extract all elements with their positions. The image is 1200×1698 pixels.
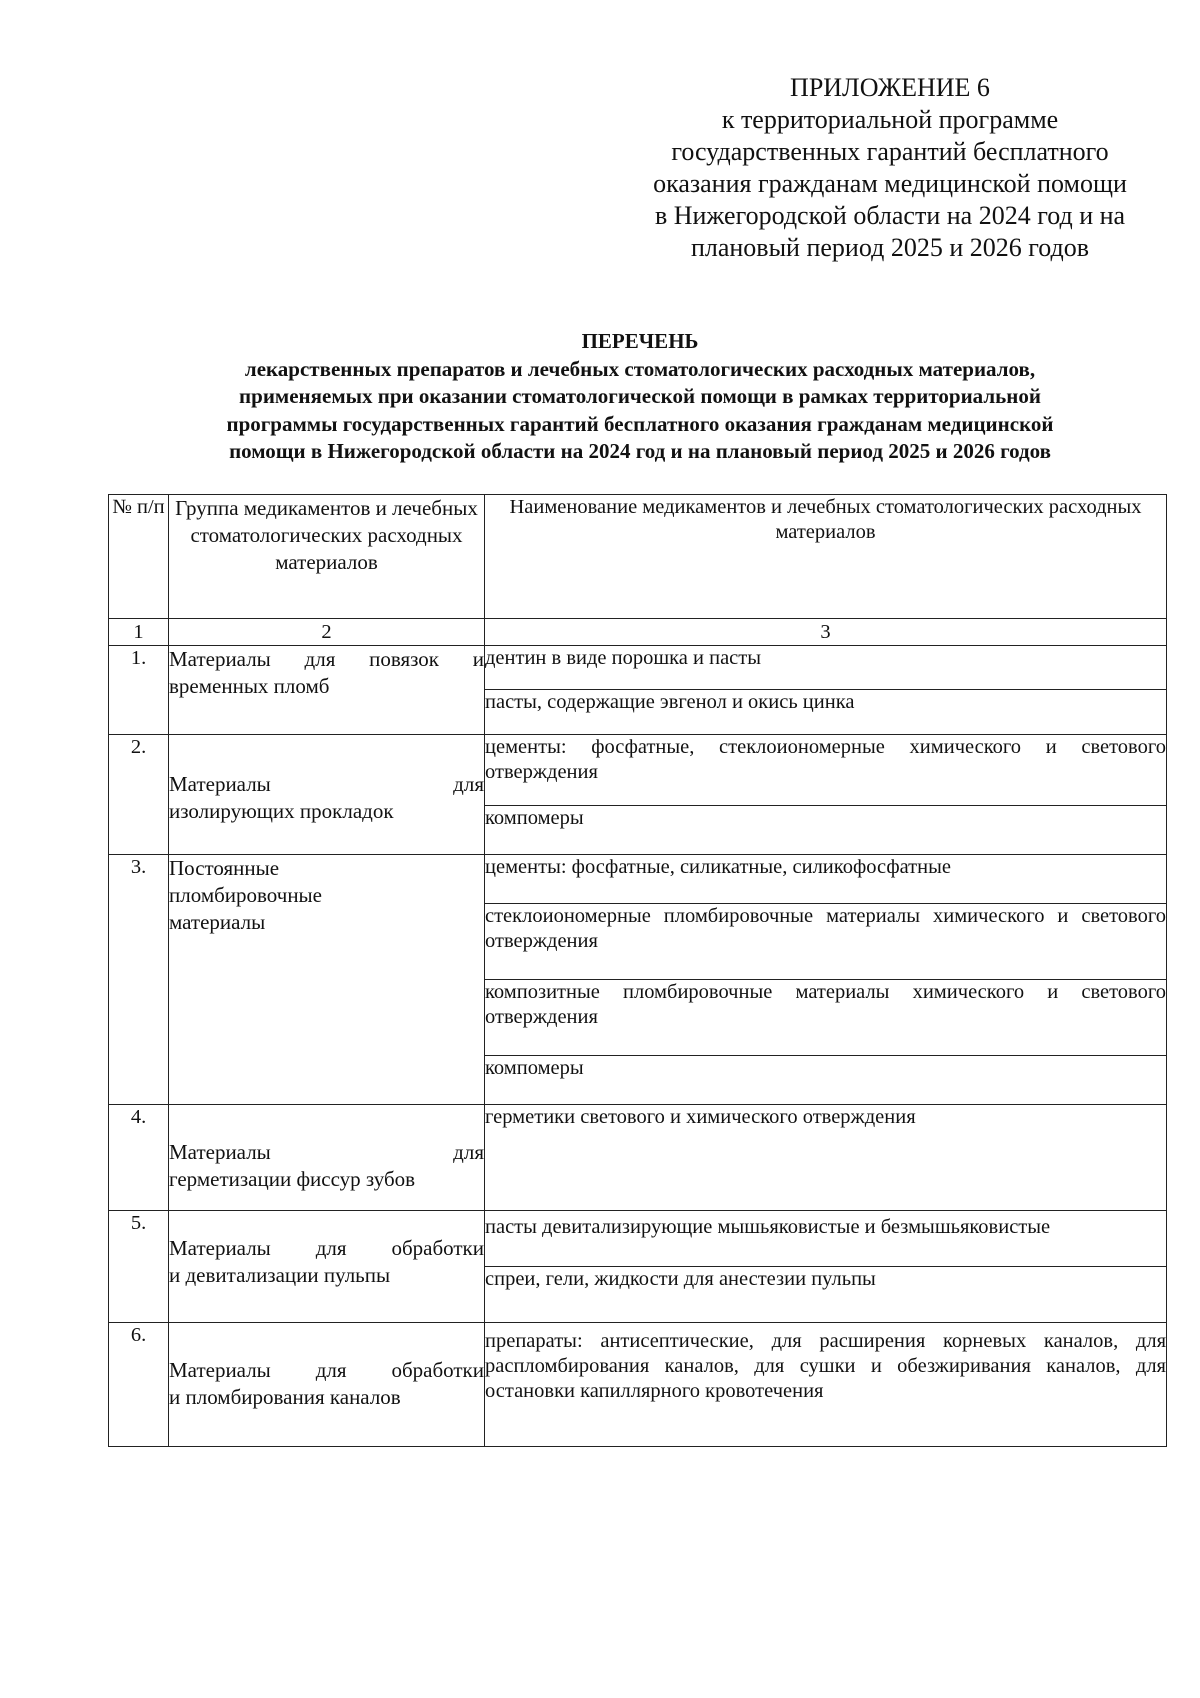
appendix-block xyxy=(620,72,1160,264)
row-group-line: Постоянные xyxy=(169,856,280,880)
appendix-title: ПРИЛОЖЕНИЕ 6 xyxy=(790,73,990,102)
row-group-line: и пломбирования каналов xyxy=(169,1385,401,1409)
row-item: стеклоиономерные пломбировочные материалы химического и светового отверждения xyxy=(485,904,1167,980)
heading-subtitle-line: лекарственных препаратов и лечебных стоматологических расходных материалов, xyxy=(244,356,1036,381)
column-index-row xyxy=(109,619,1167,646)
header-num: № п/п xyxy=(109,495,169,619)
row-item: препараты: антисептические, для расширения корневых каналов, для распломбирования каналов, для сушки и обезжиривания каналов, для остановки капиллярного кровотечения xyxy=(485,1323,1167,1447)
row-group xyxy=(169,1211,485,1323)
row-group-line: изолирующих прокладок xyxy=(169,799,394,823)
heading-subtitle-line: применяемых при оказании стоматологической помощи в рамках территориальной xyxy=(239,384,1041,408)
table-row xyxy=(109,1323,1167,1447)
row-group xyxy=(169,1323,485,1447)
table-row xyxy=(109,1211,1167,1267)
row-item: компомеры xyxy=(485,806,1167,855)
table-row xyxy=(109,735,1167,806)
table-row xyxy=(109,855,1167,904)
row-number: 5. xyxy=(109,1211,169,1323)
table-header-row xyxy=(109,495,1167,619)
heading-title: ПЕРЕЧЕНЬ xyxy=(581,329,699,353)
row-item: компомеры xyxy=(485,1056,1167,1105)
table-row xyxy=(109,1105,1167,1211)
row-item: герметики светового и химического отверждения xyxy=(485,1105,1167,1211)
row-item: цементы: фосфатные, стеклоиономерные химического и светового отверждения xyxy=(485,735,1167,806)
row-item: композитные пломбировочные материалы химического и светового отверждения xyxy=(485,980,1167,1056)
row-number: 3. xyxy=(109,855,169,1105)
table-row xyxy=(109,646,1167,690)
document-heading xyxy=(110,328,1170,466)
row-number: 4. xyxy=(109,1105,169,1211)
row-item: дентин в виде порошка и пасты xyxy=(485,646,1167,690)
column-index: 2 xyxy=(169,619,485,646)
row-group-line: Материалы для обработки xyxy=(169,1236,484,1260)
appendix-line: государственных гарантий бесплатного xyxy=(671,137,1109,166)
row-item: пасты, содержащие эвгенол и окись цинка xyxy=(485,690,1167,735)
row-number: 2. xyxy=(109,735,169,855)
row-group xyxy=(169,1105,485,1211)
row-item: спреи, гели, жидкости для анестезии пульпы xyxy=(485,1267,1167,1323)
row-group-line: материалы xyxy=(169,910,266,934)
row-group: Материалы для повязок и временных пломб xyxy=(169,646,485,735)
row-group-line: Материалы для обработки xyxy=(169,1358,484,1382)
row-number: 6. xyxy=(109,1323,169,1447)
appendix-line: оказания гражданам медицинской помощи xyxy=(653,169,1127,198)
appendix-line: плановый период 2025 и 2026 годов xyxy=(690,233,1090,262)
appendix-line: к территориальной программе xyxy=(721,105,1059,134)
row-group xyxy=(169,735,485,855)
row-item: пасты девитализирующие мышьяковистые и безмышьяковистые xyxy=(485,1211,1167,1267)
row-number: 1. xyxy=(109,646,169,735)
header-name: Наименование медикаментов и лечебных стоматологических расходных материалов xyxy=(485,495,1167,619)
column-index: 3 xyxy=(485,619,1167,646)
row-group-line: и девитализации пульпы xyxy=(169,1263,391,1287)
heading-subtitle-line: программы государственных гарантий бесплатного оказания гражданам медицинской xyxy=(226,411,1054,436)
materials-table xyxy=(108,494,1167,1447)
heading-subtitle-line: помощи в Нижегородской области на 2024 год и на плановый период 2025 и 2026 годов xyxy=(229,439,1051,463)
row-group-line: Материалы для xyxy=(169,772,484,796)
row-group-line: герметизации фиссур зубов xyxy=(169,1167,416,1191)
header-group: Группа медикаментов и лечебных стоматологических расходных материалов xyxy=(169,495,485,619)
row-item: цементы: фосфатные, силикатные, силикофосфатные xyxy=(485,855,1167,904)
appendix-line: в Нижегородской области на 2024 год и на xyxy=(654,201,1126,230)
row-group xyxy=(169,855,485,1105)
column-index: 1 xyxy=(109,619,169,646)
row-group-line: Материалы для xyxy=(169,1140,484,1164)
row-group-line: пломбировочные xyxy=(169,883,322,907)
